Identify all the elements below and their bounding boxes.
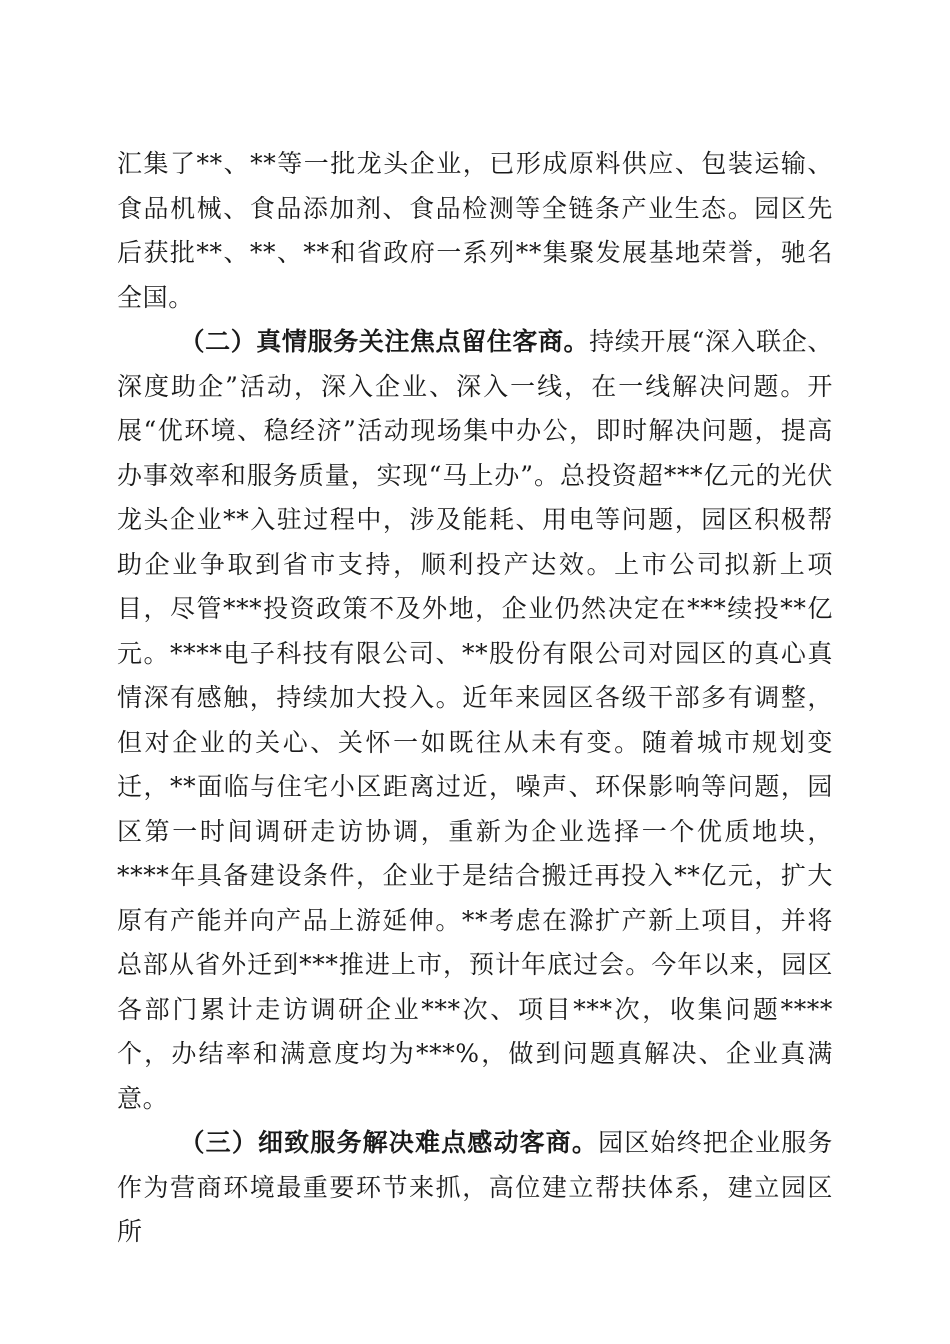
paragraph-section-2 (117, 320, 833, 1121)
paragraph-section-3 (117, 1121, 833, 1255)
section-heading: （三）细致服务解决难点感动客商。 (179, 1128, 599, 1157)
paragraph-continuation (117, 142, 833, 320)
paragraph-text: 持续开展“深入联企、深度助企”活动，深入企业、深入一线，在一线解决问题。开展“优环境、稳经济”活动现场集中办公，即时解决问题，提高办事效率和服务质量，实现“马上办”。总投资超***亿元的光伏龙头企业**入驻过程中，涉及能耗、用电等问题，园区积极帮助企业争取到省市支持，顺利投产达效。上市公司拟新上项目，尽管***投资政策不及外地，企业仍然决定在***续投**亿元。****电子科技有限公司、**股份有限公司对园区的真心真情深有感触，持续加大投入。近年来园区各级干部多有调整，但对企业的关心、关怀一如既往从未有变。随着城市规划变迁，**面临与住宅小区距离过近，噪声、环保影响等问题，园区第一时间调研走访协调，重新为企业选择一个优质地块，****年具备建设条件，企业于是结合搬迁再投入**亿元，扩大原有产能并向产品上游延伸。**考虑在滁扩产新上项目，并将总部从省外迁到***推进上市，预计年底过会。今年以来，园区各部门累计走访调研企业***次、项目***次，收集问题****个，办结率和满意度均为***%，做到问题真解决、企业真满意。 (117, 327, 833, 1113)
section-heading: （二）真情服务关注焦点留住客商。 (179, 327, 590, 356)
document-body (117, 142, 833, 1255)
paragraph-text: 汇集了**、**等一批龙头企业，已形成原料供应、包装运输、食品机械、食品添加剂、食品检测等全链条产业生态。园区先后获批**、**、**和省政府一系列**集聚发展基地荣誉，驰名全国。 (117, 149, 833, 312)
paragraph-text: 园区始终把企业服务作为营商环境最重要环节来抓，高位建立帮扶体系，建立园区所 (117, 1128, 833, 1246)
